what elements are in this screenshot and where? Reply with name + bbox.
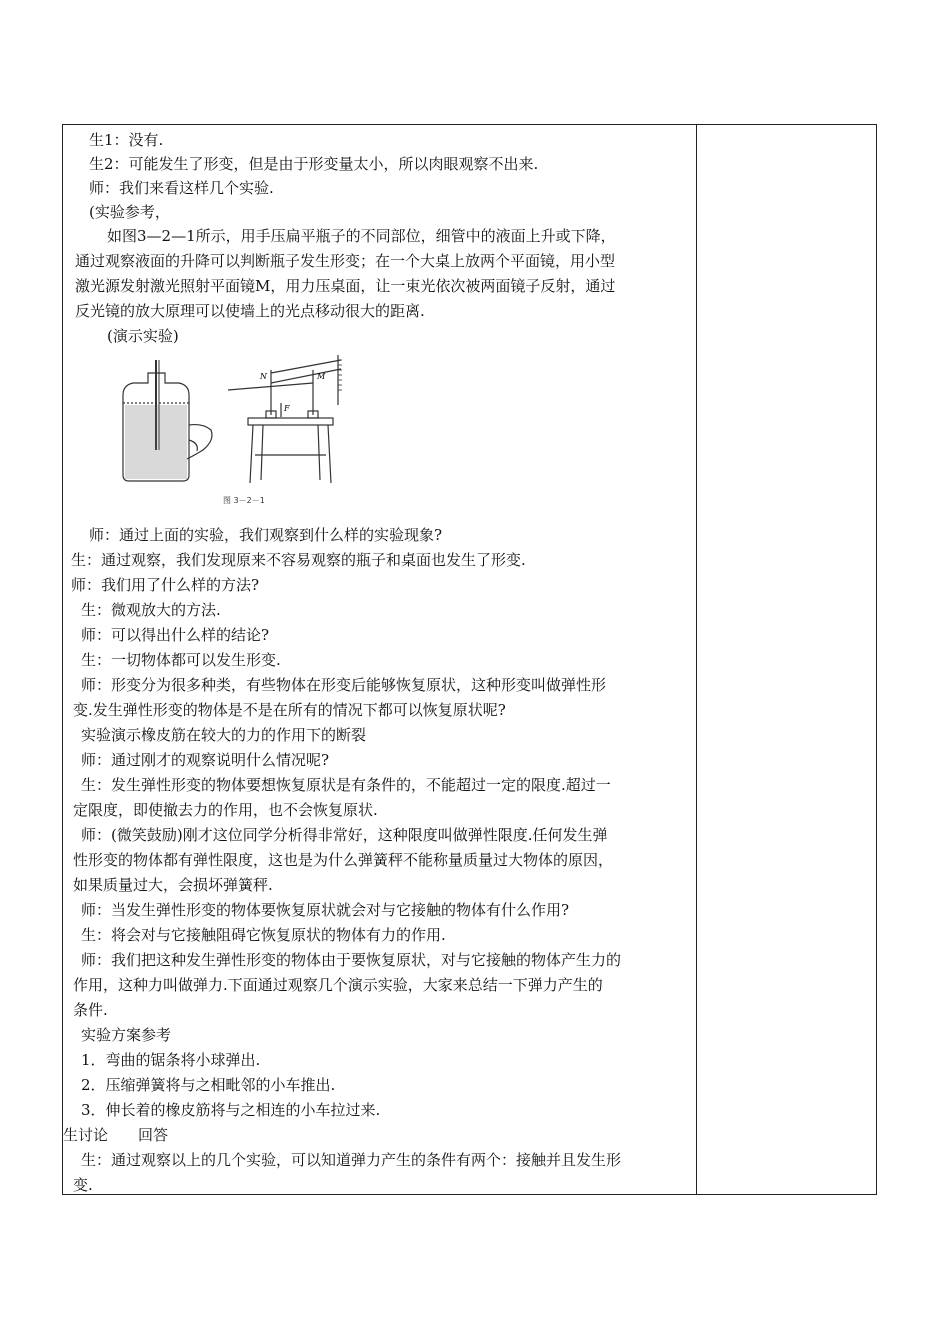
experiment-figure bbox=[103, 355, 343, 510]
text-line: 生：通过观察以上的几个实验，可以知道弹力产生的条件有两个：接触并且发生形 bbox=[81, 1151, 622, 1169]
text-line: 实验演示橡皮筋在较大的力的作用下的断裂 bbox=[81, 726, 367, 744]
bottle-and-mirror-diagram bbox=[103, 355, 343, 510]
text-line: 生讨论 回答 bbox=[63, 1126, 169, 1144]
text-line: 3．伸长着的橡皮筋将与之相连的小车拉过来. bbox=[81, 1101, 381, 1119]
text-line: 变.发生弹性形变的物体是不是在所有的情况下都可以恢复原状呢? bbox=[73, 701, 506, 719]
lesson-content-cell bbox=[63, 125, 696, 1194]
text-line: 师：通过上面的实验，我们观察到什么样的实验现象? bbox=[89, 526, 443, 544]
figure-caption: 图 3－2－1 bbox=[223, 496, 265, 505]
lesson-table bbox=[62, 124, 877, 1195]
text-line: 生：通过观察，我们发现原来不容易观察的瓶子和桌面也发生了形变. bbox=[71, 551, 526, 569]
text-line: 作用，这种力叫做弹力.下面通过观察几个演示实验，大家来总结一下弹力产生的 bbox=[73, 976, 603, 994]
text-line: 师：形变分为很多种类，有些物体在形变后能够恢复原状，这种形变叫做弹性形 bbox=[81, 676, 607, 694]
text-line: 性形变的物体都有弹性限度，这也是为什么弹簧秤不能称量质量过大物体的原因， bbox=[73, 851, 614, 869]
label-m: M bbox=[317, 372, 326, 381]
text-line: 师：当发生弹性形变的物体要恢复原状就会对与它接触的物体有什么作用? bbox=[81, 901, 570, 919]
text-line: 实验方案参考 bbox=[81, 1026, 172, 1044]
column-divider bbox=[696, 125, 697, 1194]
text-line: 2．压缩弹簧将与之相毗邻的小车推出. bbox=[81, 1076, 336, 1094]
text-line: 师：我们用了什么样的方法? bbox=[71, 576, 260, 594]
text-line: (实验参考， bbox=[89, 203, 170, 221]
text-line: 如图3—2—1所示，用手压扁平瓶子的不同部位，细管中的液面上升或下降， bbox=[107, 227, 616, 245]
text-line: 生：将会对与它接触阻碍它恢复原状的物体有力的作用. bbox=[81, 926, 446, 944]
text-line: 生：发生弹性形变的物体要想恢复原状是有条件的，不能超过一定的限度.超过一 bbox=[81, 776, 611, 794]
text-line: 师：我们来看这样几个实验. bbox=[89, 179, 274, 197]
label-f: F bbox=[284, 404, 290, 413]
text-line: 师：可以得出什么样的结论? bbox=[81, 626, 270, 644]
text-line: 师：(微笑鼓励)刚才这位同学分析得非常好，这种限度叫做弹性限度.任何发生弹 bbox=[81, 826, 608, 844]
text-line: 如果质量过大，会损坏弹簧秤. bbox=[73, 876, 273, 894]
text-line: 生：一切物体都可以发生形变. bbox=[81, 651, 281, 669]
text-line: 1．弯曲的锯条将小球弹出. bbox=[81, 1051, 261, 1069]
text-line: 定限度，即使撤去力的作用，也不会恢复原状. bbox=[73, 801, 378, 819]
text-line: (演示实验) bbox=[107, 327, 179, 345]
text-line: 反光镜的放大原理可以使墙上的光点移动很大的距离. bbox=[75, 302, 425, 320]
text-line: 师：通过刚才的观察说明什么情况呢? bbox=[81, 751, 330, 769]
text-line: 生2：可能发生了形变，但是由于形变量太小，所以肉眼观察不出来. bbox=[89, 155, 539, 173]
label-n: N bbox=[260, 372, 267, 381]
text-line: 通过观察液面的升降可以判断瓶子发生形变；在一个大桌上放两个平面镜，用小型 bbox=[75, 252, 616, 270]
text-line: 变. bbox=[73, 1176, 93, 1194]
text-line: 师：我们把这种发生弹性形变的物体由于要恢复原状，对与它接触的物体产生力的 bbox=[81, 951, 622, 969]
text-line: 激光源发射激光照射平面镜M，用力压桌面，让一束光依次被两面镜子反射，通过 bbox=[75, 277, 616, 295]
text-line: 条件. bbox=[73, 1001, 108, 1019]
text-line: 生：微观放大的方法. bbox=[81, 601, 221, 619]
text-line: 生1：没有. bbox=[89, 131, 164, 149]
